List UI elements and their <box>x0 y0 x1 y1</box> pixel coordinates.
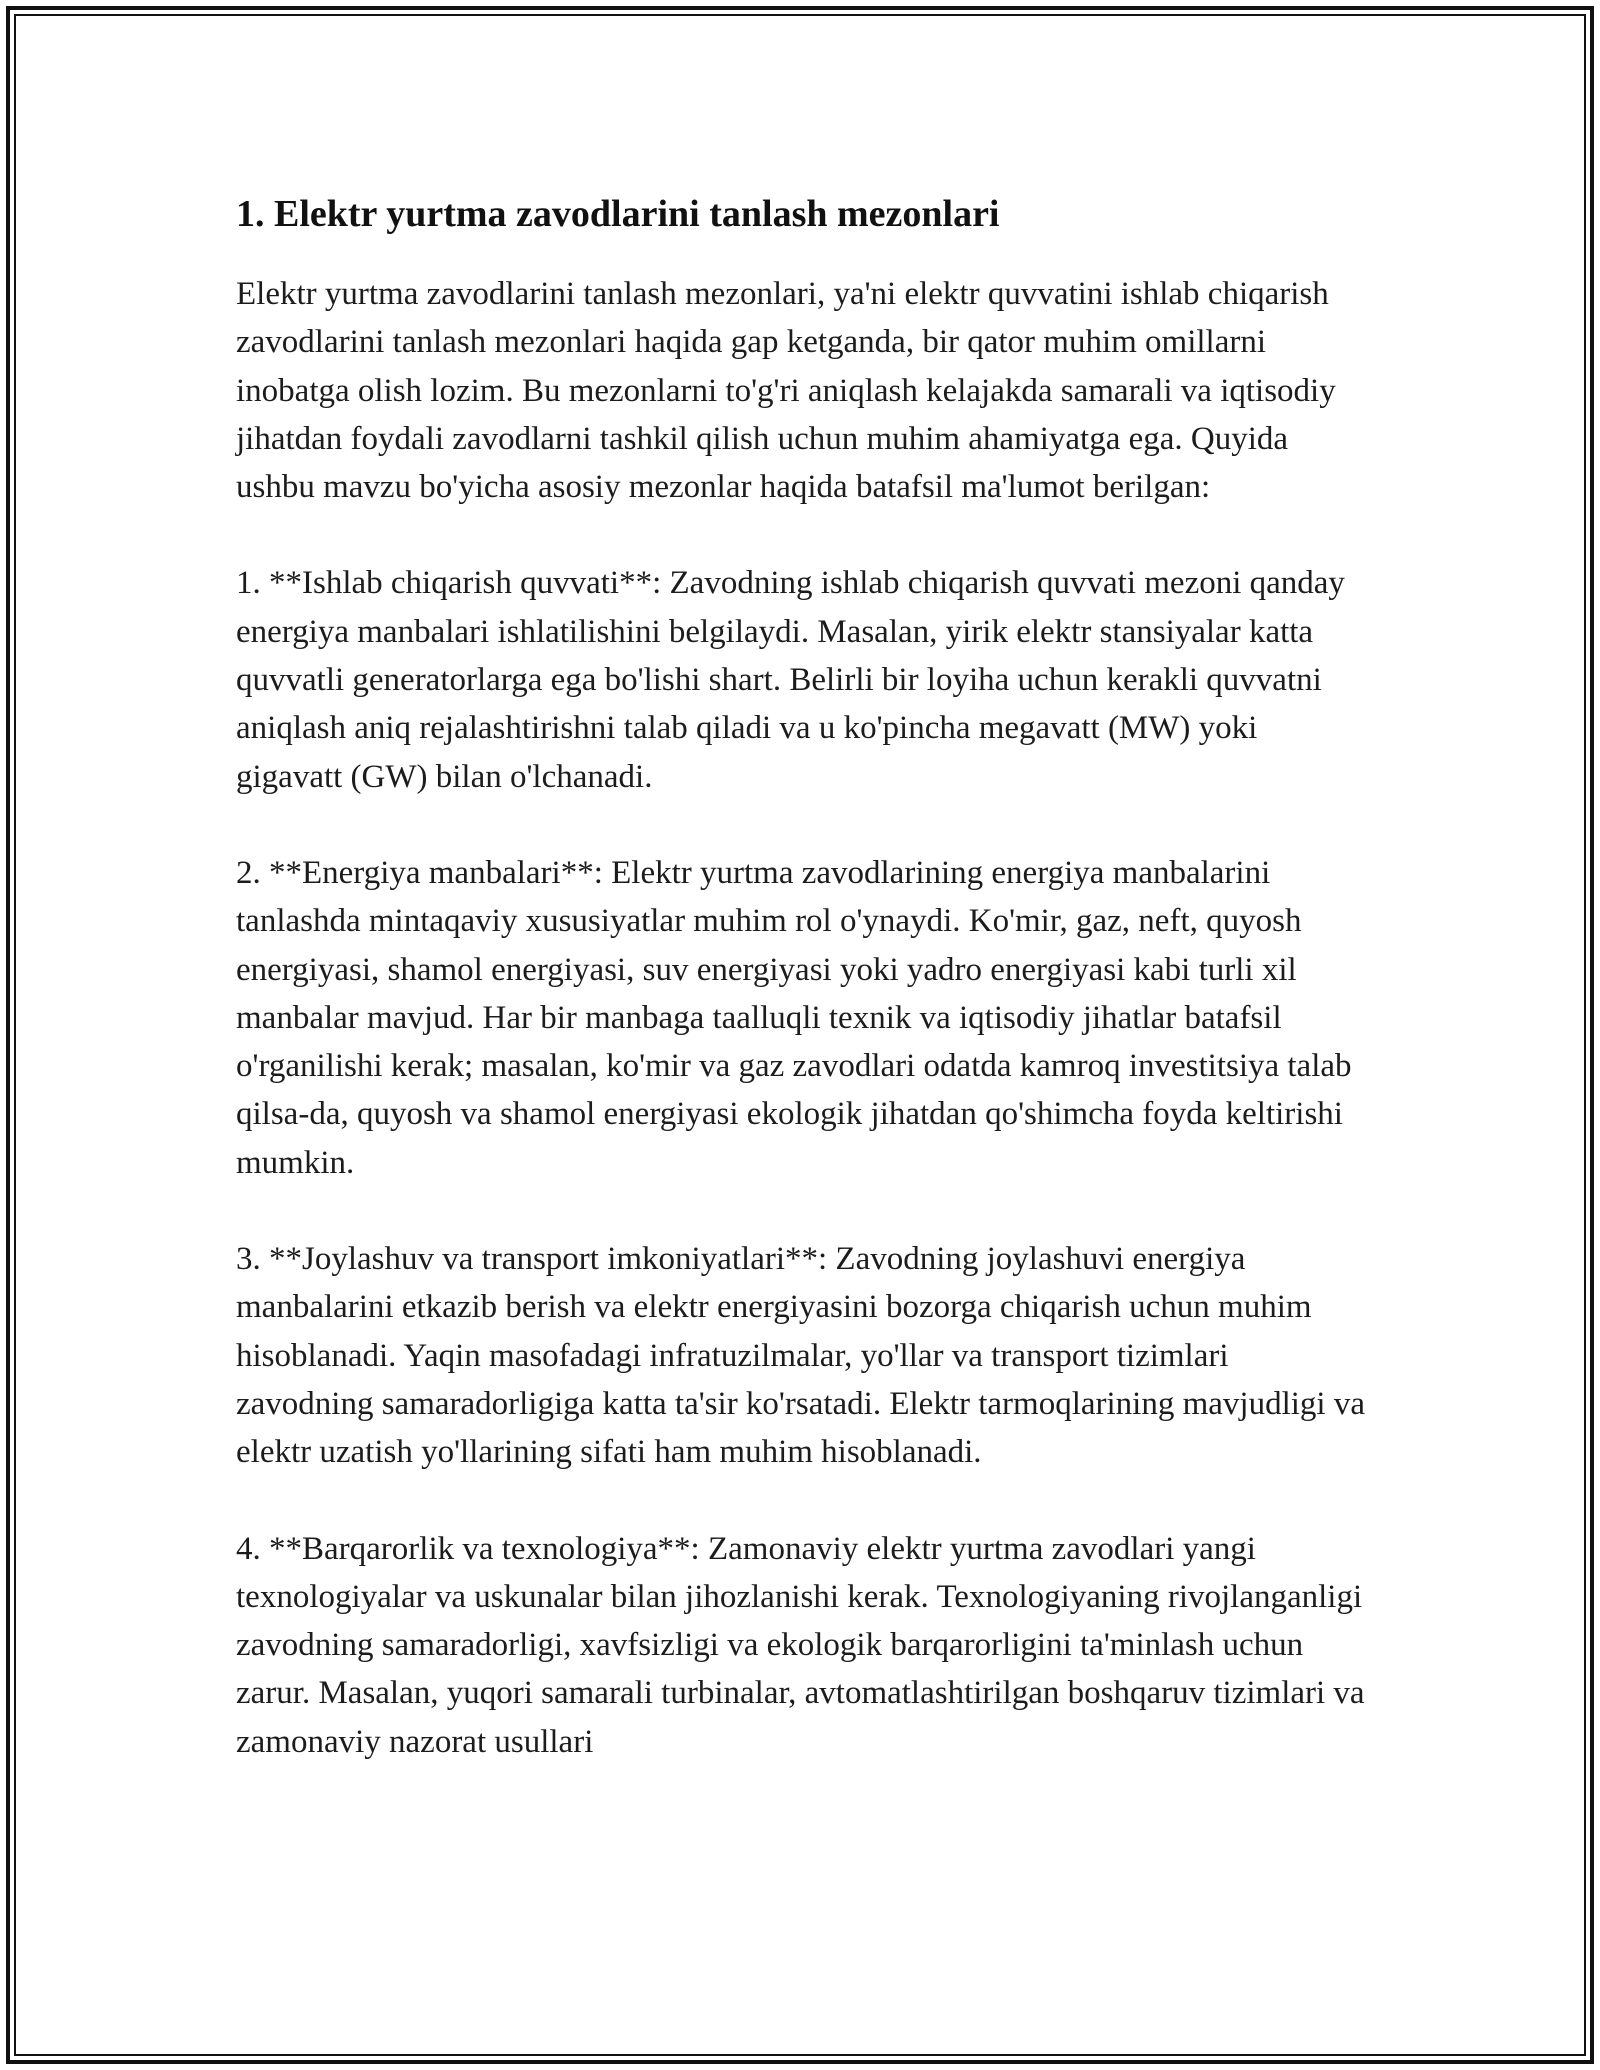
section-heading: 1. Elektr yurtma zavodlarini tanlash mezonlari <box>236 193 1000 235</box>
criterion-production-capacity: 1. **Ishlab chiqarish quvvati**: Zavodning ishlab chiqarish quvvati mezoni qanday energiya manbalari ishlatilishini belgilaydi. Masalan, yirik elektr stansiyalar katta quvvatli generatorlarga ega bo'lishi shart. Belirli bir loyiha uchun kerakli quvvatni aniqlash aniq rejalashtirishni talab qiladi va u ko'pincha megavatt (MW) yoki gigavatt (GW) bilan o'lchanadi. <box>236 565 1345 795</box>
document-body <box>236 188 1366 1814</box>
intro-paragraph: Elektr yurtma zavodlarini tanlash mezonlari, ya'ni elektr quvvatini ishlab chiqarish zavodlarini tanlash mezonlari haqida gap ketganda, bir qator muhim omillarni inobatga olish lozim. Bu mezonlarni to'g'ri aniqlash kelajakda samarali va iqtisodiy jihatdan foydali zavodlarni tashkil qilish uchun muhim ahamiyatga ega. Quyida ushbu mavzu bo'yicha asosiy mezonlar haqida batafsil ma'lumot berilgan: <box>236 276 1336 506</box>
criterion-energy-sources: 2. **Energiya manbalari**: Elektr yurtma zavodlarining energiya manbalarini tanlashda mintaqaviy xususiyatlar muhim rol o'ynaydi. Ko'mir, gaz, neft, quyosh energiyasi, shamol energiyasi, suv energiyasi yoki yadro energiyasi kabi turli xil manbalar mavjud. Har bir manbaga taalluqli texnik va iqtisodiy jihatlar batafsil o'rganilishi kerak; masalan, ko'mir va gaz zavodlari odatda kamroq investitsiya talab qilsa-da, quyosh va shamol energiyasi ekologik jihatdan qo'shimcha foyda keltirishi mumkin. <box>236 854 1352 1181</box>
criterion-stability-technology: 4. **Barqarorlik va texnologiya**: Zamonaviy elektr yurtma zavodlari yangi texnologiyalar va uskunalar bilan jihozlanishi kerak. Texnologiyaning rivojlanganligi zavodning samaradorligi, xavfsizligi va ekologik barqarorligini ta'minlash uchun zarur. Masalan, yuqori samarali turbinalar, avtomatlashtirilgan boshqaruv tizimlari va zamonaviy nazorat usullari <box>236 1530 1365 1760</box>
criterion-location-transport: 3. **Joylashuv va transport imkoniyatlari**: Zavodning joylashuvi energiya manbalarini etkazib berish va elektr energiyasini bozorga chiqarish uchun muhim hisoblanadi. Yaqin masofadagi infratuzilmalar, yo'llar va transport tizimlari zavodning samaradorligiga katta ta'sir ko'rsatadi. Elektr tarmoqlarining mavjudligi va elektr uzatish yo'llarining sifati ham muhim hisoblanadi. <box>236 1241 1365 1471</box>
